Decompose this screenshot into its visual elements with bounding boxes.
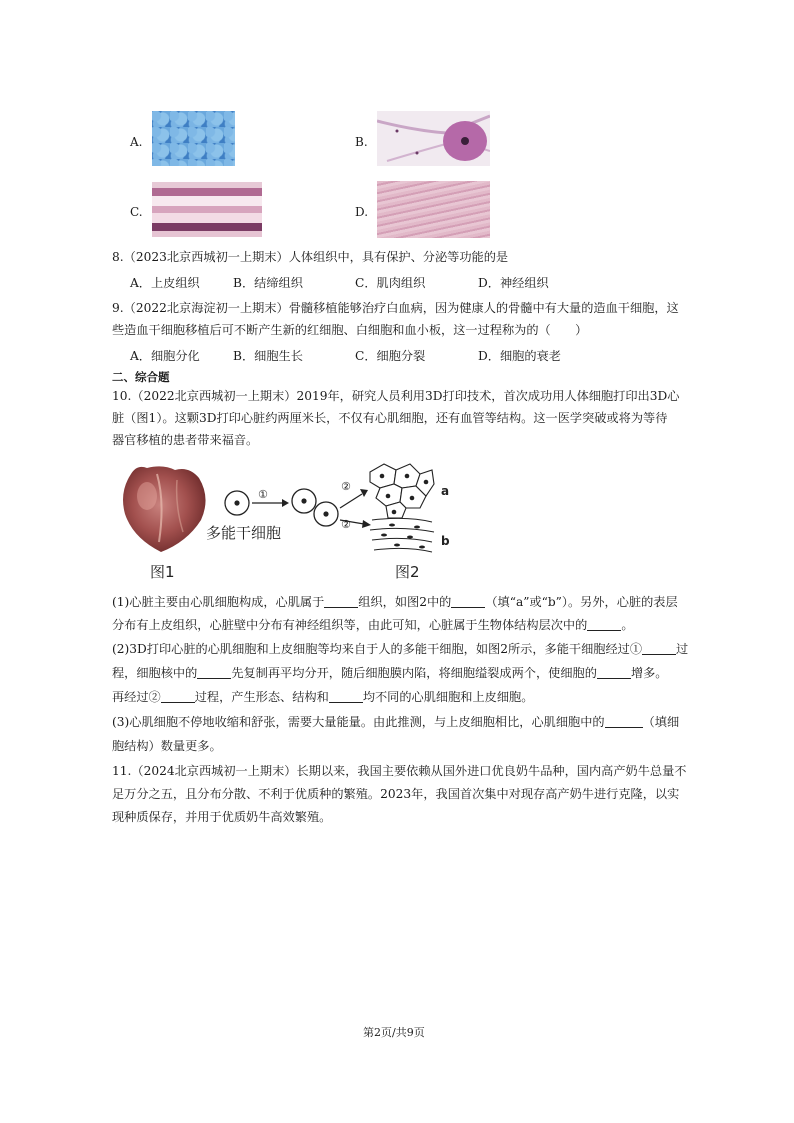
- cell-type-b-label: b: [441, 534, 450, 548]
- q8-option-c[interactable]: C．肌肉组织: [355, 276, 426, 290]
- q8-option-a[interactable]: A．上皮组织: [130, 276, 200, 290]
- q8-stem: 8.（2023北京西城初一上期末）人体组织中，具有保护、分泌等功能的是: [112, 250, 509, 264]
- q11-line1: 11.（2024北京西城初一上期末）长期以来，我国主要依赖从国外进口优良奶牛品种，国内高产奶牛总量不: [112, 764, 687, 778]
- blank-process-1[interactable]: [642, 642, 676, 655]
- q9-stem-line1: 9.（2022北京海淀初一上期末）骨髓移植能够治疗白血病，因为健康人的骨髓中有大量的造血干细胞，这: [112, 301, 679, 315]
- q9-option-a[interactable]: A．细胞分化: [130, 349, 200, 363]
- page-footer: 第2页/共9页: [363, 1026, 425, 1039]
- q10-part3-line2: 胞结构）数量更多。: [112, 739, 222, 753]
- q9-option-b[interactable]: B．细胞生长: [233, 349, 303, 363]
- muscle-tissue-image[interactable]: [377, 181, 490, 238]
- section-heading: 二、综合题: [112, 370, 170, 384]
- neuron-image[interactable]: [377, 111, 490, 166]
- q10-part3-line1: (3)心肌细胞不停地收缩和舒张，需要大量能量。由此推测，与上皮细胞相比，心肌细胞中的 （填细: [112, 715, 680, 729]
- option-d-label: D.: [355, 205, 369, 219]
- q9-stem-line2: 些造血干细胞移植后可不断产生新的红细胞、白细胞和血小板，这一过程称为的（ ）: [112, 323, 588, 337]
- columnar-epithelium-image[interactable]: [152, 182, 262, 237]
- stem-cell-diagram: [222, 458, 462, 568]
- blank-process-2[interactable]: [161, 690, 195, 703]
- blank-tissue-type[interactable]: [324, 595, 358, 608]
- blank-function[interactable]: [329, 690, 363, 703]
- q11-line3: 现种质保存，并用于优质奶牛高效繁殖。: [112, 810, 332, 824]
- q10-part1-line1: (1)心脏主要由心肌细胞构成，心肌属于 组织，如图2中的 （填“a”或“b”）。另外，心脏的表层: [112, 595, 678, 609]
- figure2-caption: 图2: [395, 563, 420, 581]
- step2-top-label: ②: [341, 480, 351, 493]
- option-b-label: B.: [355, 135, 368, 149]
- blank-figure-letter[interactable]: [451, 595, 485, 608]
- q10-part2-line2: 程，细胞核中的 先复制再平均分开，随后细胞膜内陷，将细胞缢裂成两个，使细胞的 增多。: [112, 666, 668, 680]
- q8-option-b[interactable]: B．结缔组织: [233, 276, 303, 290]
- blank-cell-number[interactable]: [597, 666, 631, 679]
- blank-nucleus-content[interactable]: [197, 666, 231, 679]
- blank-cell-structure[interactable]: [605, 715, 643, 728]
- step1-label: ①: [258, 488, 268, 501]
- step2-bottom-label: ②: [341, 518, 351, 531]
- q10-part2-line1: (2)3D打印心脏的心肌细胞和上皮细胞等均来自于人的多能干细胞，如图2所示，多能干细胞经过① 过: [112, 642, 689, 656]
- figure1-caption: 图1: [150, 563, 175, 581]
- blank-structure-level[interactable]: [587, 618, 621, 631]
- q11-line2: 足万分之五，且分布分散、不利于优质种的繁殖。2023年，我国首次集中对现存高产奶牛进行克隆，以实: [112, 787, 680, 801]
- option-c-label: C.: [130, 205, 143, 219]
- q10-part1-line2: 分布有上皮组织，心脏壁中分布有神经组织等，由此可知，心脏属于生物体结构层次中的 。: [112, 618, 634, 632]
- stem-cell-label: 多能干细胞: [206, 524, 282, 542]
- q8-option-d[interactable]: D．神经组织: [478, 276, 549, 290]
- cell-type-a-label: a: [441, 484, 450, 498]
- q9-option-d[interactable]: D．细胞的衰老: [478, 349, 561, 363]
- q10-line1: 10.（2022北京西城初一上期末）2019年，研究人员利用3D打印技术，首次成功用人体细胞打印出3D心: [112, 389, 680, 403]
- q9-option-c[interactable]: C．细胞分裂: [355, 349, 426, 363]
- epithelial-tissue-image[interactable]: [152, 111, 235, 166]
- heart-figure: [117, 462, 212, 554]
- option-a-label: A.: [130, 135, 143, 149]
- q10-line2: 脏（图1）。这颗3D打印心脏约两厘米长，不仅有心肌细胞，还有血管等结构。这一医学突破或将为等待: [112, 411, 668, 425]
- q10-line3: 器官移植的患者带来福音。: [112, 433, 259, 447]
- q10-part2-line3: 再经过② 过程，产生形态、结构和 均不同的心肌细胞和上皮细胞。: [112, 690, 534, 704]
